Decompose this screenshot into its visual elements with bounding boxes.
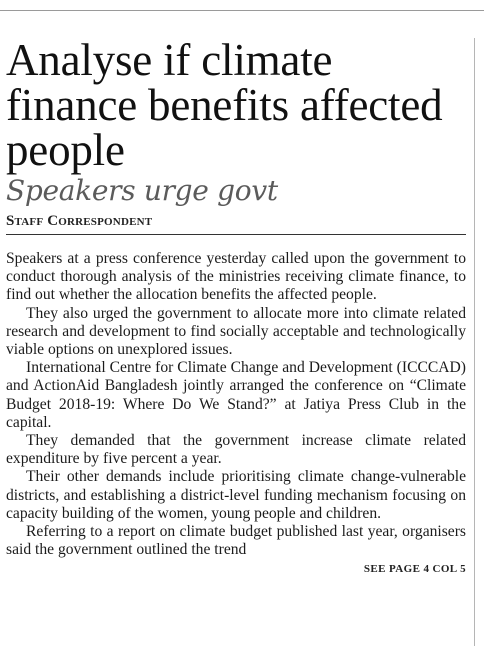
paragraph: International Centre for Climate Change and Development (ICCCAD) and ActionAid Bangladesh jointly arranged the conference on “Climate Budget 2018-19: Where Do We Stand?” at Jatiya Press Club in the capital. <box>6 359 466 431</box>
deck: Speakers urge govt <box>6 174 278 207</box>
adjacent-column-edge <box>480 200 484 640</box>
paragraph: Their other demands include prioritising climate change-vulnerable districts, and establishing a district-level funding mechanism focusing on capacity building of the women, young people and children. <box>6 468 466 522</box>
jump-line[interactable]: SEE PAGE 4 COL 5 <box>363 563 466 576</box>
headline: Analyse if climate finance benefits affected people <box>6 35 443 175</box>
article <box>6 35 466 576</box>
paragraph: Speakers at a press conference yesterday called upon the government to conduct thorough analysis of the ministries receiving climate finance, to find out whether the allocation benefits the affected people. <box>6 250 466 304</box>
article-body <box>6 250 466 559</box>
paragraph: Referring to a report on climate budget published last year, organisers said the government outlined the trend <box>6 523 466 559</box>
paragraph: They also urged the government to allocate more into climate related research and development to find socially acceptable and technologically viable options on unexplored issues. <box>6 304 466 359</box>
column-rule <box>474 38 475 646</box>
paragraph: They demanded that the government increase climate related expenditure by five percent a year. <box>6 432 466 468</box>
byline-rule <box>6 234 466 235</box>
byline: Staff Correspondent <box>6 213 153 229</box>
top-rule <box>0 10 484 11</box>
